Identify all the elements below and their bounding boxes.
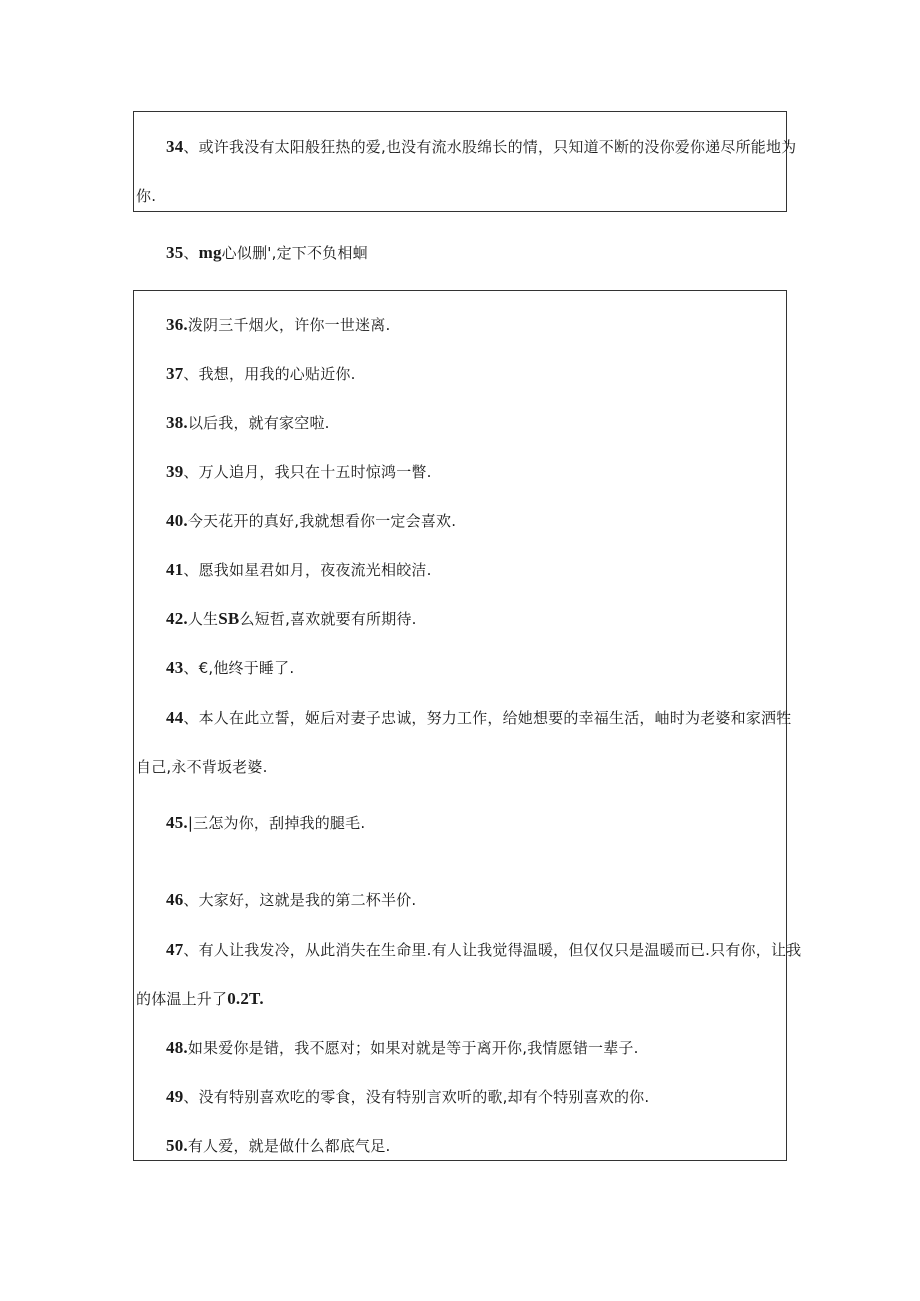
item-text: 泼阴三千烟火，许你一世迷离. bbox=[187, 316, 391, 334]
item-text: 如果爱你是错，我不愿对；如果对就是等于离开你,我情愿错一辈子. bbox=[187, 1039, 639, 1057]
item-text: 没有特别喜欢吃的零食，没有特别言欢听的歌,却有个特别喜欢的你. bbox=[198, 1088, 650, 1106]
list-item-continuation bbox=[136, 757, 268, 777]
item-separator: 、 bbox=[183, 1088, 199, 1106]
item-bold-text: 0.2T. bbox=[227, 989, 264, 1008]
item-text: 有人让我发冷，从此消失在生命里.有人让我觉得温暖，但仅仅只是温暖而已.只有你，让我 bbox=[198, 941, 802, 959]
list-item bbox=[166, 413, 330, 433]
quote-box-top bbox=[133, 111, 787, 212]
item-text: 今天花开的真好,我就想看你一定会喜欢. bbox=[187, 512, 457, 530]
list-item bbox=[166, 890, 416, 910]
item-text: 万人追月，我只在十五时惊鸿一瞥. bbox=[198, 463, 432, 481]
item-number: 50. bbox=[166, 1136, 188, 1155]
item-number: 38. bbox=[166, 413, 188, 432]
item-bold-text: SB bbox=[218, 609, 240, 628]
item-separator: 、 bbox=[183, 941, 199, 959]
item-number: 39 bbox=[166, 462, 184, 481]
item-number: 37 bbox=[166, 364, 184, 383]
item-bold-text: mg bbox=[198, 243, 222, 262]
list-item bbox=[166, 1087, 649, 1107]
list-item bbox=[166, 813, 365, 833]
item-number: 41 bbox=[166, 560, 184, 579]
item-separator: 、 bbox=[183, 138, 199, 156]
list-item bbox=[166, 137, 796, 157]
item-separator: 、 bbox=[183, 365, 199, 383]
list-item bbox=[166, 658, 294, 678]
item-separator: 、 bbox=[183, 659, 199, 677]
item-text: 我想，用我的心贴近你. bbox=[198, 365, 356, 383]
item-text: 本人在此立誓，姬后对妻子忠诚，努力工作，给她想要的幸福生活，岫时为老婆和家洒牲 bbox=[198, 709, 792, 727]
item-number: 35 bbox=[166, 243, 184, 262]
list-item bbox=[166, 708, 791, 728]
list-item bbox=[166, 462, 432, 482]
item-number: 46 bbox=[166, 890, 184, 909]
list-item bbox=[166, 1136, 390, 1156]
item-text: 心似删',定下不负相蛔 bbox=[221, 244, 368, 262]
item-text: 以后我，就有家空啦. bbox=[187, 414, 330, 432]
item-text: 有人爱，就是做什么都底气足. bbox=[187, 1137, 391, 1155]
item-text-prefix: 人生 bbox=[187, 610, 219, 628]
list-item bbox=[166, 560, 432, 580]
item-text: 的体温上升了 bbox=[136, 990, 228, 1008]
list-item bbox=[166, 243, 368, 263]
list-item-continuation bbox=[136, 989, 264, 1009]
item-separator: 、 bbox=[183, 561, 199, 579]
item-number: 45. bbox=[166, 813, 188, 832]
item-number: 43 bbox=[166, 658, 184, 677]
item-separator: 、 bbox=[183, 891, 199, 909]
list-item bbox=[166, 1038, 639, 1058]
item-text: 愿我如星君如月，夜夜流光相皎洁. bbox=[198, 561, 432, 579]
list-item bbox=[166, 940, 801, 960]
item-number: 36. bbox=[166, 315, 188, 334]
item-text: 或许我没有太阳般狂热的爱,也没有流水股绵长的情，只知道不断的没你爱你递尽所能地为 bbox=[198, 138, 797, 156]
item-number: 40. bbox=[166, 511, 188, 530]
item-number: 49 bbox=[166, 1087, 184, 1106]
item-text: 么短哲,喜欢就要有所期待. bbox=[239, 610, 417, 628]
item-text: 自己,永不背坂老婆. bbox=[136, 758, 268, 776]
list-item bbox=[166, 609, 417, 629]
item-text: 大家好，这就是我的第二杯半价. bbox=[198, 891, 417, 909]
item-separator: 、 bbox=[183, 463, 199, 481]
item-number: 34 bbox=[166, 137, 184, 156]
item-text: €,他终于睡了. bbox=[198, 659, 295, 677]
item-text: 你. bbox=[136, 187, 157, 205]
item-text: |三怎为你，刮掉我的腿毛. bbox=[187, 814, 366, 832]
item-number: 44 bbox=[166, 708, 184, 727]
item-number: 42. bbox=[166, 609, 188, 628]
item-separator: 、 bbox=[183, 709, 199, 727]
list-item bbox=[166, 511, 456, 531]
item-number: 47 bbox=[166, 940, 184, 959]
list-item-continuation bbox=[136, 186, 156, 206]
item-separator: 、 bbox=[183, 244, 199, 262]
item-number: 48. bbox=[166, 1038, 188, 1057]
list-item bbox=[166, 315, 390, 335]
list-item bbox=[166, 364, 356, 384]
